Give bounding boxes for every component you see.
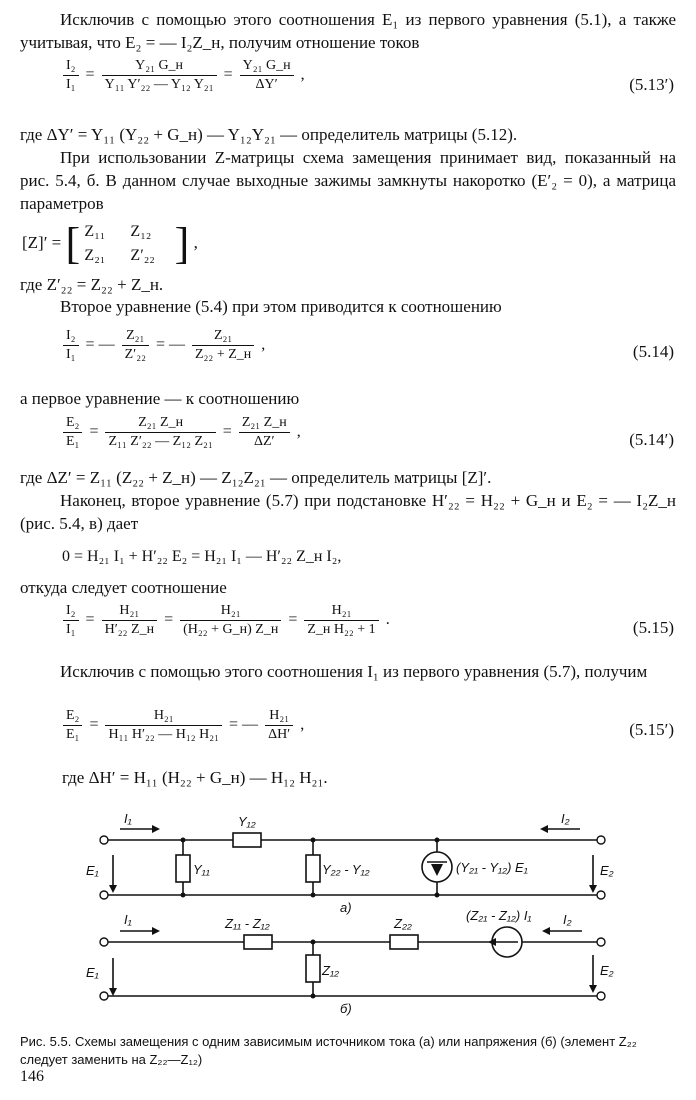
fig-a-i2: I₂ (561, 811, 570, 826)
frac1-num: Z₂₁ Z_н (105, 415, 215, 433)
fig-a-y11: Y₁₁ (193, 862, 210, 877)
paragraph-2: где ΔY′ = Y₁₁ (Y₂₂ + G_н) — Y₁₂Y₂₁ — определитель матрицы (5.12). (20, 125, 518, 144)
matrix-a11: Z₁₁ (84, 223, 106, 240)
equation-number: (5.14) (632, 342, 674, 361)
fig-b-z12: Z₁₂ (322, 963, 339, 978)
fig-a-label: а) (340, 900, 352, 915)
fig-a-e2: E₂ (600, 863, 614, 878)
fig-b-z22: Z₂₂ (394, 916, 412, 931)
fig-b-i1: I₁ (124, 912, 132, 927)
fig-b-e1: E₁ (86, 965, 99, 980)
frac2-den: ΔY′ (255, 77, 278, 92)
fig-b-e2: E₂ (600, 963, 614, 978)
frac2-num: Z₂₁ Z_н (239, 415, 290, 433)
equation-5-15-prime: $\frac{\text{E₂}}{\text{E₁}}$ = $\frac{\text{H₂₁}}{\text{H₁₁ H′₂₂ — H₁₂ H₂₁}}$ = — $\frac{\text{H₂₁}}{\Delta H'}$ , (60, 708, 304, 743)
fig-a-e1: E₁ (86, 863, 99, 878)
equation-5-13-prime: $\frac{\text{I₂}}{\text{I₁}}$ = $\frac{\text{Y₂₁ G\_н}}{\text{Y₁₁ Y′₂₂ — Y₁₂ Y₂₁}}$ = $\frac{\text{Y₂₁ G\_н}}{\Delta Y'}$ , (60, 58, 305, 93)
frac2-den: (H₂₂ + G_н) Z_н (183, 622, 279, 637)
frac1-num: Y₂₁ G_н (102, 58, 217, 76)
paragraph-10: Исключив с помощью этого соотношения I₁ из первого уравнения (5.7), получим (60, 662, 648, 681)
fig-b-i2: I₂ (563, 912, 572, 927)
paragraph-4: где Z′₂₂ = Z₂₂ + Z_н. (20, 275, 164, 294)
frac2-num: H₂₁ (265, 708, 293, 726)
eq-tail: . (385, 611, 390, 629)
lhs-num: I₂ (63, 603, 79, 621)
equation-number: (5.15) (632, 618, 674, 637)
equation-number: (5.13′) (629, 75, 674, 94)
frac2-den: ΔH′ (268, 727, 291, 742)
equation-number: (5.14′) (629, 430, 674, 449)
figure-caption: Рис. 5.5. Схемы замещения с одним зависимым источником тока (а) или напряжения (б) (элемент Z₂₂ следует заменить на Z₂₂—Z₁₂) (20, 1034, 637, 1067)
frac1-den: Z₁₁ Z′₂₂ — Z₁₂ Z₂₁ (108, 434, 213, 449)
lhs-num: E₂ (63, 708, 82, 726)
fig-a-y12: Y₁₂ (238, 814, 256, 829)
matrix-lhs: [Z]′ = (22, 232, 62, 252)
paragraph-8: Наконец, второе уравнение (5.7) при подстановке H′₂₂ = H₂₂ + G_н и E₂ = — I₂Z_н (рис. 5.4, в) дает (20, 491, 676, 533)
paragraph-7: где ΔZ′ = Z₁₁ (Z₂₂ + Z_н) — Z₁₂Z₂₁ — определитель матрицы [Z]′. (20, 468, 492, 487)
eq-tail: , (300, 716, 305, 734)
paragraph-1: Исключив с помощью этого соотношения E₁ из первого уравнения (5.1), а также учитывая, что E₂ = — I₂Z_н, получим отношение токов (20, 10, 676, 52)
frac1-num: Z₂₁ (122, 328, 149, 346)
frac1-den: Y₁₁ Y′₂₂ — Y₁₂ Y₂₁ (104, 77, 214, 92)
frac2-num: Z₂₁ (192, 328, 254, 346)
matrix-a21: Z₂₁ (84, 247, 106, 264)
fig-a-source: (Y₂₁ - Y₁₂) E₁ (456, 860, 528, 875)
lhs-den: I₁ (66, 622, 76, 637)
matrix-tail: , (193, 232, 198, 252)
equation-number: (5.15′) (629, 720, 674, 739)
frac1-den: H₁₁ H′₂₂ — H₁₂ H₂₁ (108, 727, 220, 742)
equation-5-14-prime: $\frac{\text{E₂}}{\text{E₁}}$ = $\frac{\text{Z₂₁ Z\_н}}{\text{Z₁₁ Z′₂₂ — Z₁₂ Z₂₁}}$ = $\frac{\text{Z₂₁ Z\_н}}{\Delta Z'}$ , (60, 415, 301, 450)
page-number: 146 (20, 1068, 44, 1085)
fig-a-y22: Y₂₂ - Y₁₂ (322, 862, 370, 877)
lhs-num: I₂ (63, 328, 79, 346)
lhs-num: E₂ (63, 415, 82, 433)
frac1-num: H₂₁ (102, 603, 157, 621)
paragraph-5: Второе уравнение (5.4) при этом приводится к соотношению (60, 297, 502, 316)
eq-tail: , (261, 336, 266, 354)
frac3-num: H₂₁ (304, 603, 378, 621)
frac2-den: ΔZ′ (253, 434, 275, 449)
lhs-num: I₂ (63, 58, 79, 76)
frac1-den: H′₂₂ Z_н (104, 622, 155, 637)
frac1-num: H₂₁ (105, 708, 222, 726)
eq-tail: , (296, 423, 301, 441)
fig-b-source: (Z₂₁ - Z₁₂) I₁ (466, 908, 532, 923)
fig-b-label: б) (340, 1001, 352, 1016)
equation-5-15: $\frac{\text{I₂}}{\text{I₁}}$ = $\frac{\text{H₂₁}}{\text{H′₂₂ Z\_н}}$ = $\frac{\text{H₂₁}}{\text{(H₂₂ + G\_н) Z\_н}}$ = $\frac{\text{H₂₁}}{\text{Z\_н H₂₂ + 1}}$ . (60, 603, 390, 638)
lhs-den: E₁ (66, 727, 80, 742)
lhs-den: I₁ (66, 77, 76, 92)
fig-b-z11: Z₁₁ - Z₁₂ (225, 916, 270, 931)
frac2-num: H₂₁ (180, 603, 281, 621)
lhs-den: I₁ (66, 347, 76, 362)
matrix-a22: Z′₂₂ (130, 247, 155, 264)
frac2-num: Y₂₁ G_н (240, 58, 294, 76)
frac3-den: Z_н H₂₂ + 1 (307, 622, 376, 637)
paragraph-11: где ΔH′ = H₁₁ (H₂₂ + G_н) — H₁₂ H₂₁. (62, 768, 328, 787)
eq-tail: , (300, 66, 305, 84)
paragraph-9: откуда следует соотношение (20, 578, 227, 597)
paragraph-6: а первое уравнение — к соотношению (20, 389, 300, 408)
fig-a-i1: I₁ (124, 811, 132, 826)
frac2-den: Z₂₂ + Z_н (195, 347, 252, 362)
matrix-a12: Z₁₂ (130, 223, 152, 240)
paragraph-3: При использовании Z-матрицы схема замещения принимает вид, показанный на рис. 5.4, б. В данном случае выходные зажимы замкнуты накоротко (E′₂ = 0), а матрица параметров (20, 148, 676, 213)
frac1-den: Z′₂₂ (124, 347, 146, 362)
equation-h-substitution: 0 = H₂₁ I₁ + H′₂₂ E₂ = H₂₁ I₁ — H′₂₂ Z_н I₂, (62, 548, 342, 565)
lhs-den: E₁ (66, 434, 80, 449)
z-matrix: [Z]′ = [ Z₁₁ Z₁₂ Z₂₁ Z′₂₂ ] , (22, 219, 198, 268)
equation-5-14: $\frac{\text{I₂}}{\text{I₁}}$ = — $\frac{\text{Z₂₁}}{\text{Z′₂₂}}$ = — $\frac{\text{Z₂₁}}{\text{Z₂₂ + Z\_н}}$ , (60, 328, 265, 363)
